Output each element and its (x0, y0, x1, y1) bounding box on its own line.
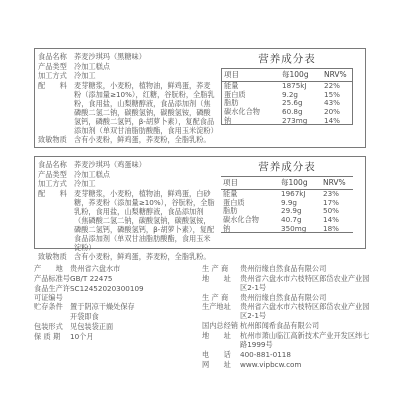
ingredients-text: 麦芽糖浆，小麦粉，植物油，鲜鸡蛋，荞麦粉（添加量≥10%），红糖，谷朊粉，全脂乳粉，食用盐，山梨糖醇液，食品添加剂（焦磷酸二氢二钠，碳酸氢钠，碳酸氢铵，磷酸氢钙，磷酸二氢钙，β-胡萝卜素），复配食品添加剂（单双甘油脂肪酸酯，食用玉米淀粉） (74, 80, 218, 135)
nutrient-name: 能量 (224, 81, 239, 91)
nutrition-row (221, 215, 353, 224)
info-value: 冷加工糕点 (74, 61, 110, 71)
allergen-text: 含有小麦粉，鲜鸡蛋，荞麦粉，全脂乳粉。 (74, 252, 211, 262)
footer-row (202, 360, 374, 369)
info-value: 冷加工 (74, 179, 96, 189)
footer-value: 置于阴凉干燥处保存 (70, 302, 135, 312)
nutrient-amount: 350mg (281, 223, 307, 233)
info-key: 产品类型 (38, 169, 67, 179)
header-per100g: 每100g (282, 70, 309, 80)
nutrient-amount: 9.2g (282, 89, 298, 99)
footer-value: 杭州市萧山临江高新技术产业开发区纬七路1999号 (240, 330, 370, 349)
footer-key: 电 话 (202, 349, 231, 359)
nutrition-table-2 (221, 161, 353, 233)
footer-row (34, 264, 184, 273)
info-row (38, 160, 216, 169)
nutrient-nrv: 50% (323, 206, 339, 216)
nutrition-box (221, 68, 353, 125)
nutrient-amount: 9.9g (281, 197, 297, 207)
nutrient-nrv: 20% (324, 107, 340, 117)
info-row (38, 71, 216, 80)
footer-key: 国内总经销 (202, 321, 238, 331)
footer-row (202, 293, 374, 302)
footer-key: 生 产 商 (202, 292, 229, 302)
footer-key: 产 地 (34, 264, 63, 273)
nutrition-header (222, 69, 352, 81)
header-item: 项目 (223, 178, 238, 188)
footer-row (202, 321, 374, 330)
info-value: 荞麦沙琪玛（黑糖味） (74, 52, 146, 61)
nutrient-name: 钠 (224, 115, 232, 125)
info-row (38, 170, 216, 179)
nutrition-row (222, 99, 352, 108)
info-key: 产品类型 (38, 61, 67, 71)
ingredients-text: 麦芽糖浆，小麦粉，植物油，鲜鸡蛋，白砂糖，荞麦粉（添加量≥10%），谷朊粉，全脂乳粉，食用盐，山梨糖醇液，食品添加剂（焦磷酸二氢二钠，碳酸氢钠，碳酸氢铵，磷酸二氢钙，磷酸氢钙，β-胡萝卜素），复配食品添加剂（单双甘油脂肪酸酯，食用玉米淀粉） (74, 188, 215, 252)
footer-value: SC12452020300109 (70, 283, 144, 293)
footer-key: 网 址 (202, 359, 231, 369)
info-row (38, 81, 216, 135)
footer-row (34, 274, 184, 283)
footer-row (34, 284, 184, 302)
nutrition-row (221, 224, 353, 233)
footer-key (34, 312, 70, 321)
nutrient-nrv: 18% (323, 223, 339, 233)
nutrient-name: 能量 (223, 189, 238, 199)
header-nrv: NRV% (324, 70, 347, 80)
footer-value: 贵州省六盘水市六枝特区郎岱农业产业园区2-1号 (240, 302, 370, 321)
footer-key: 保 质 期 (34, 331, 61, 341)
info-key: 加工方式 (38, 71, 67, 81)
info-row (38, 52, 216, 61)
nutrition-title: 营养成分表 (258, 161, 316, 173)
nutrition-row (222, 107, 352, 116)
product-panel-black-sugar (34, 48, 366, 148)
footer-value: 开袋即食 (70, 312, 99, 322)
nutrient-amount: 29.9g (281, 206, 302, 216)
nutrition-row (222, 82, 352, 91)
info-key: 配 料 (38, 188, 67, 198)
footer-key: 贮存条件 (34, 302, 63, 312)
nutrient-nrv: 15% (324, 89, 340, 99)
info-key: 配 料 (38, 80, 67, 90)
nutrition-row (222, 116, 352, 125)
info-row (38, 135, 216, 144)
footer-row (202, 264, 374, 273)
info-value: 冷加工糕点 (74, 169, 110, 179)
footer-right-column (202, 264, 374, 369)
nutrition-title: 营养成分表 (258, 53, 316, 65)
footer-row (34, 332, 184, 341)
footer-row (202, 350, 374, 359)
nutrition-header (221, 177, 353, 189)
product-info-2 (38, 160, 216, 262)
info-row (38, 252, 216, 261)
nutrition-table-1 (221, 53, 353, 125)
footer-row (202, 302, 374, 320)
footer-value: 贵州衍缘自然食品有限公司 (240, 264, 327, 273)
nutrient-name: 碳水化合物 (224, 107, 260, 117)
footer-row (34, 322, 184, 331)
info-row (38, 62, 216, 71)
footer-value: www.vipbcw.com (240, 359, 302, 369)
footer-key: 生产地址 (202, 302, 231, 312)
info-key: 致敏物质 (38, 135, 67, 145)
info-key: 致敏物质 (38, 252, 67, 262)
footer-value: GB/T 22475 (70, 273, 113, 283)
footer-row (34, 312, 184, 321)
nutrient-amount: 25.6g (282, 98, 303, 108)
nutrient-amount: 60.8g (282, 107, 303, 117)
footer-value: 贵州衍缘自然食品有限公司 (240, 292, 327, 302)
nutrient-amount: 40.7g (281, 215, 302, 225)
header-item: 项目 (224, 70, 239, 80)
info-value: 冷加工 (74, 71, 96, 81)
nutrition-row (222, 90, 352, 99)
footer-key: 地 址 (202, 273, 231, 283)
footer-value: 贵州省六盘水市 (70, 264, 121, 273)
footer-key: 包装形式 (34, 321, 63, 331)
footer-value: 杭州郎闻希食品有限公司 (240, 321, 320, 331)
nutrition-box (221, 176, 353, 233)
nutrient-amount: 1875kJ (282, 81, 307, 91)
info-key: 食品名称 (38, 52, 67, 61)
nutrient-amount: 273mg (282, 115, 308, 125)
footer-key: 食品生产许可证编号 (34, 283, 70, 302)
footer-row (202, 331, 374, 349)
footer-key: 产品标准号 (34, 273, 70, 283)
nutrient-name: 碳水化合物 (223, 215, 259, 225)
product-info-1 (38, 52, 216, 145)
nutrient-name: 蛋白质 (223, 197, 245, 207)
nutrient-nrv: 23% (323, 189, 339, 199)
info-row (38, 189, 216, 252)
info-row (38, 179, 216, 188)
nutrition-row (221, 190, 353, 199)
nutrient-nrv: 22% (324, 81, 340, 91)
nutrition-row (221, 198, 353, 207)
nutrient-name: 脂肪 (223, 206, 238, 216)
footer-value: 400-881-0118 (240, 349, 291, 359)
product-panel-egg (34, 156, 366, 262)
info-value: 荞麦沙琪玛（鸡蛋味） (74, 160, 146, 169)
nutrient-nrv: 14% (323, 215, 339, 225)
header-nrv: NRV% (323, 178, 346, 188)
nutrient-amount: 1967kJ (281, 189, 306, 199)
info-key: 食品名称 (38, 160, 67, 169)
allergen-text: 含有小麦粉，鲜鸡蛋，荞麦粉，全脂乳粉。 (74, 135, 211, 145)
nutrient-nrv: 17% (323, 197, 339, 207)
nutrient-name: 蛋白质 (224, 89, 246, 99)
header-per100g: 每100g (281, 178, 308, 188)
footer-value: 10个月 (70, 331, 94, 341)
nutrient-name: 脂肪 (224, 98, 239, 108)
info-key: 加工方式 (38, 179, 67, 189)
nutrient-nrv: 43% (324, 98, 340, 108)
footer-key: 生 产 商 (202, 264, 229, 273)
nutrition-row (221, 207, 353, 216)
footer-key: 地 址 (202, 330, 231, 340)
footer-value: 贵州省六盘水市六枝特区郎岱农业产业园区2-1号 (240, 273, 370, 292)
footer-row (34, 302, 184, 311)
footer-row (202, 274, 374, 292)
footer-left-column (34, 264, 184, 342)
footer-value: 见包装袋正面 (70, 321, 114, 331)
nutrient-name: 钠 (223, 223, 231, 233)
nutrient-nrv: 14% (324, 115, 340, 125)
